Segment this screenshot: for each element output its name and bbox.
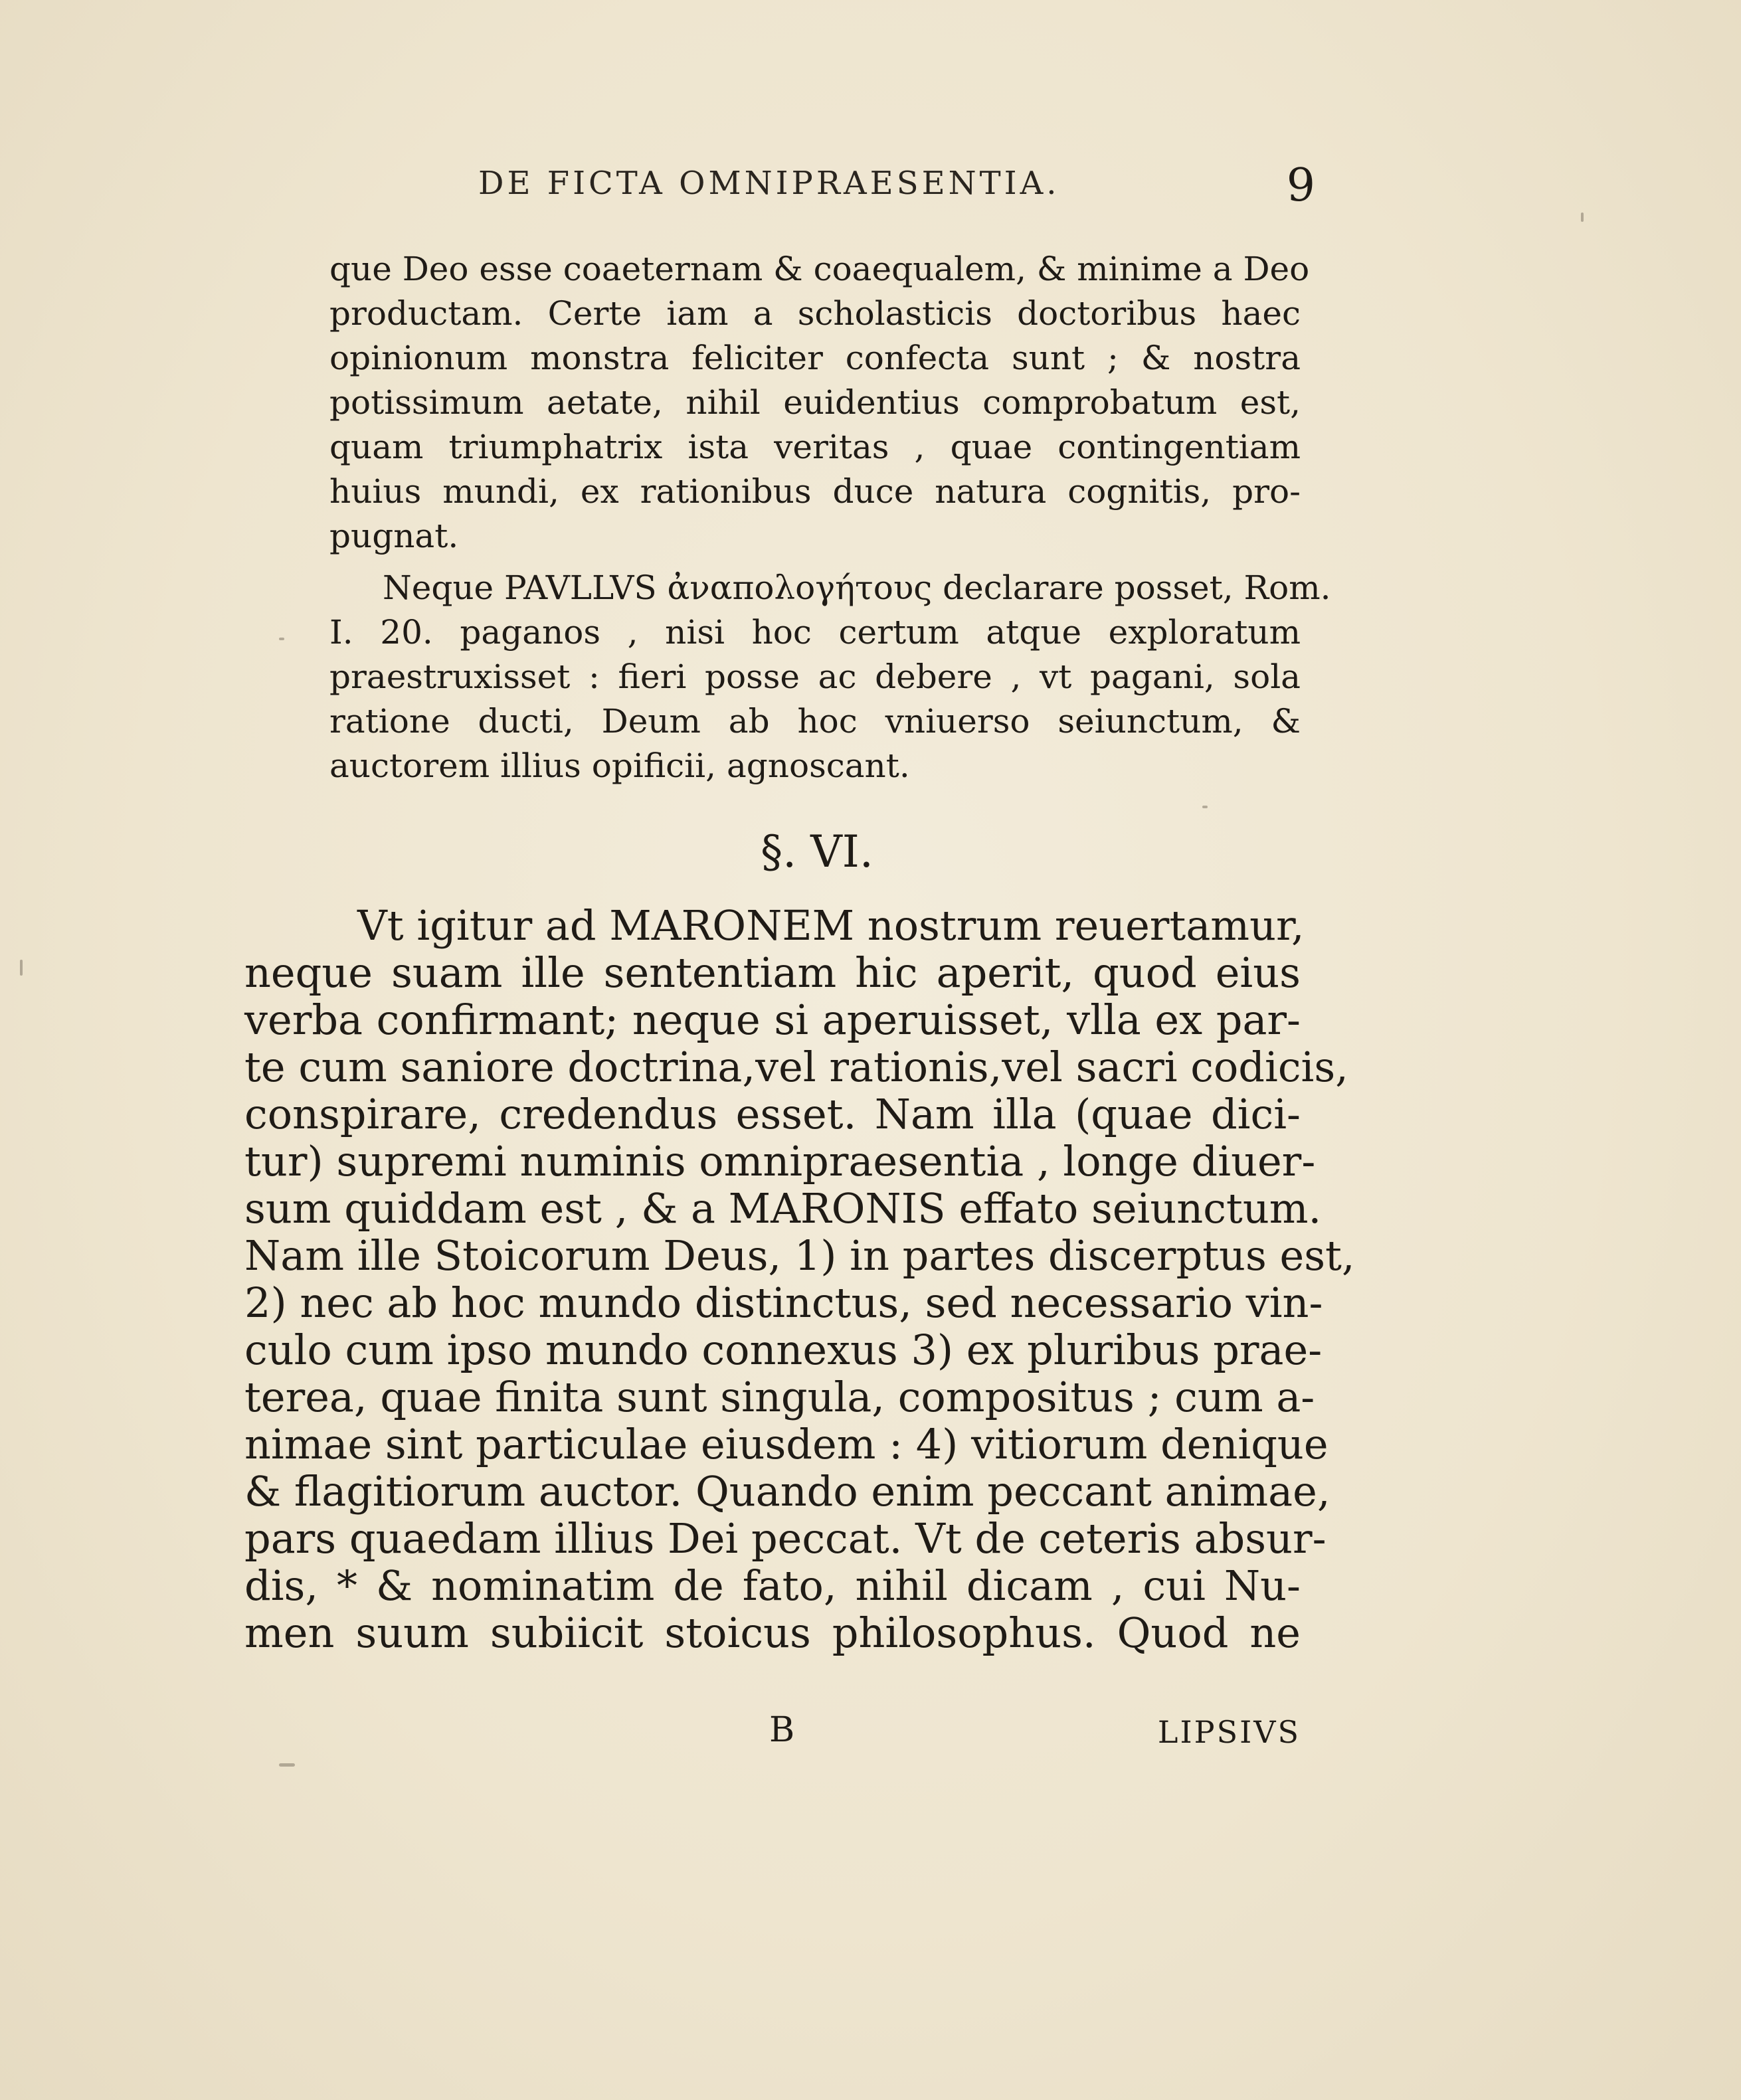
text-line: pars quaedam illius Dei peccat. Vt de ceteris absur- [244,1514,1327,1563]
text-line: sum quiddam est , & a MARONIS effato seiunctum. [244,1184,1322,1233]
text-line: te cum saniore doctrina,vel rationis,vel sacri codicis, [244,1043,1348,1091]
text-line: tur) supremi numinis omnipraesentia , longe diuer- [244,1137,1316,1185]
text-line: ratione ducti, Deum ab hoc vniuerso seiunctum, & [329,702,1301,741]
text-line: Nam ille Stoicorum Deus, 1) in partes discerptus est, [244,1231,1355,1280]
text-line: culo cum ipso mundo connexus 3) ex pluribus prae- [244,1326,1323,1374]
text-line: I. 20. paganos , nisi hoc certum atque exploratum [329,613,1301,652]
text-line: neque suam ille sententiam hic aperit, quod eius [244,948,1301,997]
paper-speck [279,1763,295,1767]
signature-mark: B [769,1710,795,1750]
text-line: dis, * & nominatim de fato, nihil dicam , cui Nu- [244,1561,1301,1610]
text-line: opinionum monstra feliciter confecta sunt ; & nostra [329,339,1301,377]
text-line: conspirare, credendus esset. Nam illa (quae dici- [244,1090,1301,1138]
running-title: DE FICTA OMNIPRAESENTIA. [478,165,1060,202]
catchword: LIPSIVS [1157,1714,1301,1750]
paper-speck [1202,806,1208,808]
paragraph-section-vi [244,901,1355,1657]
text-line: auctorem illius opificii, agnoscant. [329,746,910,785]
page-number: 9 [1286,159,1315,212]
text-line: pugnat. [329,517,459,555]
text-line: huius mundi, ex rationibus duce natura cognitis, pro- [329,472,1301,511]
text-line: potissimum aetate, nihil euidentius comprobatum est, [329,383,1301,422]
paper-speck [279,638,284,640]
page-footer [244,1710,1301,1757]
paragraph-continued [329,247,1310,559]
text-line: Vt igitur ad MARONEM nostrum reuertamur, [357,901,1305,950]
text-line: terea, quae finita sunt singula, compositus ; cum a- [244,1373,1315,1421]
text-line: que Deo esse coaeternam & coaequalem, & minime a Deo [329,250,1310,288]
page-header [478,159,1315,213]
section-heading: §. VI. [761,826,873,877]
paper-speck [20,960,23,976]
text-line: Neque PAVLLVS ἀναπολογήτους declarare posset, Rom. [383,569,1331,607]
text-line: & flagitiorum auctor. Quando enim peccant animae, [244,1467,1330,1516]
text-line: quam triumphatrix ista veritas , quae contingentiam [329,428,1301,466]
paragraph-paullus [329,566,1331,788]
paper-speck [1581,213,1584,222]
text-line: nimae sint particulae eiusdem : 4) vitiorum denique [244,1420,1329,1468]
text-line: verba confirmant; neque si aperuisset, vlla ex par- [244,996,1301,1044]
text-line: men suum subiicit stoicus philosophus. Quod ne [244,1609,1301,1657]
text-line: 2) nec ab hoc mundo distinctus, sed necessario vin- [244,1278,1323,1327]
text-line: praestruxisset : fieri posse ac debere , vt pagani, sola [329,657,1301,696]
text-line: productam. Certe iam a scholasticis doctoribus haec [329,294,1301,333]
